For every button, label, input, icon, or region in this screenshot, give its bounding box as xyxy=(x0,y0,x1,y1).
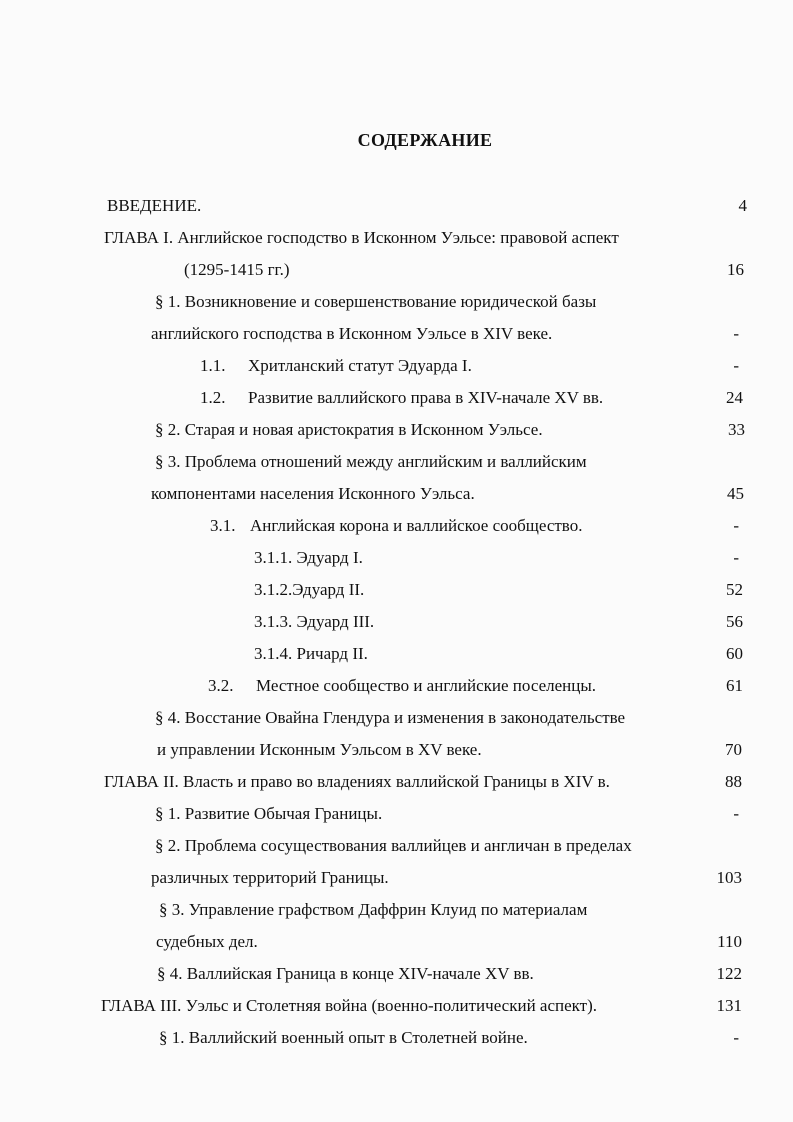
toc-entry-page: - xyxy=(733,1028,739,1047)
toc-entry-page: - xyxy=(733,356,739,375)
toc-entry-page: 103 xyxy=(716,868,742,887)
toc-entry-page: - xyxy=(733,516,739,535)
toc-entry-page: 60 xyxy=(726,644,743,663)
toc-entry-text: § 2. Старая и новая аристократия в Исконном Уэльсе. xyxy=(155,420,543,439)
toc-entry-text: Хритланский статут Эдуарда I. xyxy=(248,356,472,375)
toc-entry-page: - xyxy=(733,548,739,567)
toc-entry-page: 24 xyxy=(726,388,743,407)
toc-entry-text: английского господства в Исконном Уэльсе в XIV веке. xyxy=(151,324,553,343)
toc-entry-text: ГЛАВА I. Английское господство в Исконном Уэльсе: правовой аспект xyxy=(104,228,619,247)
toc-entry-text: § 3. Проблема отношений между английским и валлийским xyxy=(155,452,587,471)
toc-entry-page: 110 xyxy=(717,932,742,951)
toc-entry-text: Английская корона и валлийское сообщество. xyxy=(250,516,583,535)
toc-entry-page: 33 xyxy=(728,420,745,439)
toc-entry-number: 1.2. xyxy=(200,388,226,407)
toc-entry-page: 45 xyxy=(727,484,744,503)
toc-entry-text: ГЛАВА III. Уэльс и Столетняя война (военно-политический аспект). xyxy=(101,996,598,1015)
toc-entry-text: § 3. Управление графством Даффрин Клуид по материалам xyxy=(159,900,588,919)
toc-entry-text: компонентами населения Исконного Уэльса. xyxy=(151,484,475,503)
toc-entry-text: 3.1.4. Ричард II. xyxy=(254,644,368,663)
toc-entry-text: § 4. Валлийская Граница в конце XIV-начале XV вв. xyxy=(157,964,534,983)
toc-entry-text: Развитие валлийского права в XIV-начале XV вв. xyxy=(248,388,604,407)
toc-entry-page: - xyxy=(733,324,739,343)
toc-entry-text: 3.1.2.Эдуард II. xyxy=(254,580,365,599)
toc-entry-text: Местное сообщество и английские поселенцы. xyxy=(256,676,597,695)
toc-entry-page: 61 xyxy=(726,676,743,695)
toc-entry-page: 131 xyxy=(716,996,742,1015)
toc-entry-page: 88 xyxy=(725,772,742,791)
toc-entry-text: ВВЕДЕНИЕ. xyxy=(107,196,202,215)
toc-entry-page: 56 xyxy=(726,612,743,631)
toc-entry-text: § 1. Валлийский военный опыт в Столетней войне. xyxy=(159,1028,528,1047)
toc-entry-text: § 2. Проблема сосуществования валлийцев и англичан в пределах xyxy=(155,836,632,855)
toc-entry-page: 122 xyxy=(716,964,742,983)
toc-entry-number: 3.2. xyxy=(208,676,234,695)
toc-entry-text: § 4. Восстание Овайна Глендура и изменения в законодательстве xyxy=(155,708,626,727)
toc-entry-page: 70 xyxy=(725,740,742,759)
toc-entry-text: § 1. Развитие Обычая Границы. xyxy=(155,804,383,823)
toc-entry-text: и управлении Исконным Уэльсом в XV веке. xyxy=(157,740,482,759)
toc-entry-text: 3.1.1. Эдуард I. xyxy=(254,548,363,567)
toc-entry-page: 52 xyxy=(726,580,743,599)
toc-entry-text: (1295-1415 гг.) xyxy=(184,260,290,279)
toc-entry-text: различных территорий Границы. xyxy=(151,868,389,887)
toc-entry-text: 3.1.3. Эдуард III. xyxy=(254,612,375,631)
toc-entry-page: - xyxy=(733,804,739,823)
toc-entry-text: § 1. Возникновение и совершенствование юридической базы xyxy=(155,292,597,311)
toc-entry-text: ГЛАВА II. Власть и право во владениях валлийской Границы в XIV в. xyxy=(104,772,610,791)
toc-entry-number: 3.1. xyxy=(210,516,236,535)
toc-entry-page: 4 xyxy=(738,196,747,215)
page-title: СОДЕРЖАНИЕ xyxy=(357,130,493,150)
toc-entry-text: судебных дел. xyxy=(156,932,258,951)
toc-entry-page: 16 xyxy=(727,260,744,279)
toc-entry-number: 1.1. xyxy=(200,356,226,375)
